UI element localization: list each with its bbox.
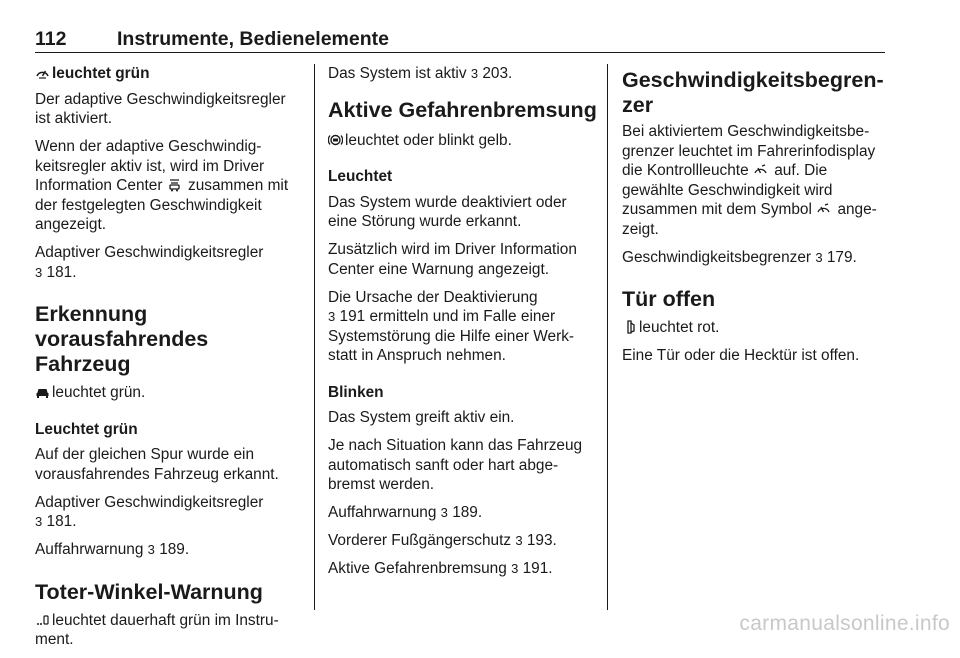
acc-heading: leuchtet grün [35,64,303,84]
leuchtet-paragraph-1: Das System wurde deaktiviert oder eine Störung wurde erkannt. [328,193,567,230]
speed-limiter-ref: Geschwindigkeitsbegrenzer 3 179. [622,248,857,266]
vehicle-detection-ref-1: Adaptiver Geschwindigkeitsregler 3 181. [35,493,264,530]
brake-alert-icon [328,133,343,147]
reference-arrow-icon: 3 [328,309,336,324]
column-divider [607,64,608,610]
reference-arrow-icon: 3 [515,533,523,548]
door-open-status: leuchtet rot. [622,318,890,338]
reference-arrow-icon: 3 [35,514,43,529]
vehicle-ahead-icon [35,385,50,399]
column-2 [328,64,598,587]
system-active-ref: Das System ist aktiv 3 203. [328,65,513,82]
reference-arrow-icon: 3 [147,542,155,557]
speed-limiter-paragraph: Bei aktiviertem Geschwindigkeitsbe-grenzer leuchtet im Fahrerinfodisplay die Kontrollleuchte auf. Die gewählte Geschwindigkeit wird zusammen mit dem Symbol ange-zeigt. [622,123,877,238]
section-title-vehicle-detection: Erkennung vorausfahrendes Fahrzeug [35,302,209,376]
braking-ref-3: Aktive Gefahrenbremsung 3 191. [328,560,553,577]
leuchtet-paragraph-3: Die Ursache der Deaktivierung 3 191 ermitteln und im Falle einer Systemstörung die Hilfe einer Werk-statt in Anspruch nehmen. [328,288,575,364]
acc-paragraph-2: Wenn der adaptive Geschwindig-keitsregler aktiv ist, wird im Driver Information Center zusammen mit der festgelegten Geschwindigkeit angezeigt. [35,138,289,233]
reference-arrow-icon: 3 [35,264,43,280]
active-braking-status: leuchtet oder blinkt gelb. [328,131,598,151]
subheading-leuchtet-gruen: Leuchtet grün [35,420,138,438]
leuchtet-paragraph-2: Zusätzlich wird im Driver Information Center eine Warnung angezeigt. [328,241,577,278]
braking-ref-1: Auffahrwarnung 3 189. [328,504,483,521]
section-title-door-open: Tür offen [622,287,716,311]
page-header [35,26,885,53]
subheading-leuchtet: Leuchtet [328,168,393,185]
blinken-paragraph-1: Das System greift aktiv ein. [328,409,515,426]
reference-arrow-icon: 3 [470,66,479,81]
page-number: 112 [35,28,67,50]
acc-reference: Adaptiver Geschwindigkeitsregler 3 181. [35,244,264,281]
vehicle-detection-paragraph: Auf der gleichen Spur wurde ein vorausfahrendes Fahrzeug erkannt. [35,446,279,483]
speed-limiter-icon [816,202,831,216]
reference-arrow-icon: 3 [440,505,448,520]
column-1 [35,64,303,658]
blinken-paragraph-2: Je nach Situation kann das Fahrzeug automatisch sanft oder hart abge-bremst werden. [328,437,583,493]
vehicle-detection-status: leuchtet grün. [35,383,303,403]
vehicle-display-icon [167,178,182,192]
page-title: Instrumente, Bedienelemente [117,28,389,50]
reference-arrow-icon: 3 [511,561,519,576]
watermark-text: carmanualsonline.info [739,612,950,635]
section-title-active-braking: Aktive Gefahrenbremsung [328,97,597,122]
vehicle-detection-ref-2: Auffahrwarnung 3 189. [35,541,190,558]
door-open-icon [622,320,637,334]
column-divider [314,64,315,610]
blind-spot-paragraph: leuchtet dauerhaft grün im Instru-ment. [35,611,279,648]
braking-ref-2: Vorderer Fußgängerschutz 3 193. [328,532,557,549]
acc-icon [35,66,50,80]
subheading-blinken: Blinken [328,383,384,401]
column-3 [622,64,890,374]
door-open-paragraph: Eine Tür oder die Hecktür ist offen. [622,347,860,364]
blind-spot-icon [35,613,50,627]
acc-paragraph-1: Der adaptive Geschwindigkeitsregler ist aktiviert. [35,90,286,127]
section-title-blind-spot: Toter-Winkel-Warnung [35,579,263,604]
section-title-speed-limiter: Geschwindigkeitsbegren- zer [622,68,884,117]
speed-limiter-icon [753,163,768,177]
reference-arrow-icon: 3 [815,249,823,265]
